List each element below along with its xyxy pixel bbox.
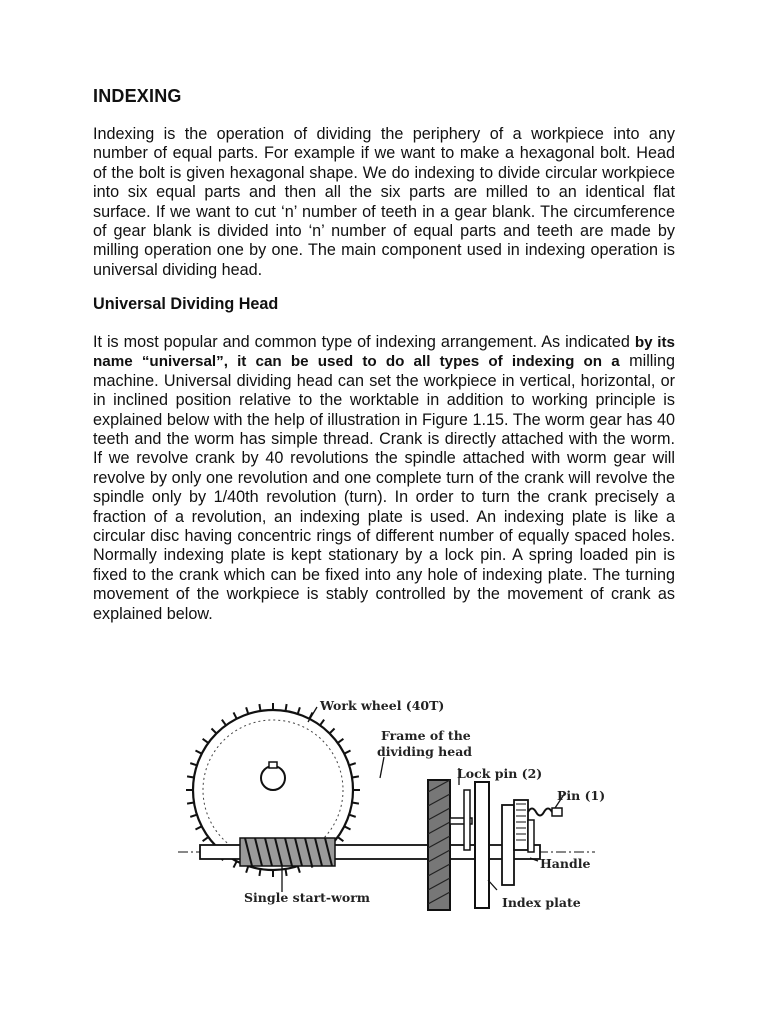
gear-tooth	[338, 739, 344, 743]
index-plate-label: Index plate	[502, 895, 581, 910]
dividing-head-diagram	[170, 680, 606, 920]
worm-label: Single start-worm	[244, 890, 371, 905]
gear-tooth	[195, 826, 201, 829]
section-rest: milling machine. Universal dividing head can set the workpiece in vertical, horizontal, or in inclined position relative to the worktable in addition to working principle is explained below with the help of illustration in Figure 1.15. The worm gear has 40 teeth and the worm has simple thread. Crank is directly attached with the worm. If we revolve crank by 40 revolutions the spindle attached with worm gear will revolve by only one revolution and one complete turn of the crank will revolve the spindle only by 1/40th revolution (turn). In order to turn the crank precisely a fraction of a revolution, an indexing plate is used. An indexing plate is like a circular disc having concentric rings of different number of equally spaced holes. Normally indexing plate is kept stationary by a lock pin. A spring loaded pin is fixed to the crank which can be fixed into any hole of indexing plate. The turning movement of the workpiece is stably controlled by the movement of crank as explained below.	[93, 352, 675, 623]
lock-pin-body	[464, 790, 470, 850]
section-title: Universal Dividing Head	[93, 295, 279, 313]
work-wheel-label: Work wheel (40T)	[320, 698, 445, 713]
gear-tooth	[349, 763, 356, 765]
section-line-2: by its name “universal”, it can be used to do all types of indexing on a	[93, 334, 675, 371]
gear-tooth	[259, 704, 260, 711]
gear-tooth	[234, 861, 237, 867]
gear-tooth	[195, 751, 201, 754]
gear-tooth	[234, 712, 237, 718]
worm-thread	[240, 838, 335, 866]
gear-tooth	[286, 869, 287, 876]
gear-tooth	[344, 826, 350, 829]
gear-tooth	[222, 720, 226, 726]
gear-tooth	[352, 776, 359, 777]
gear-tooth	[187, 803, 194, 804]
gear-tooth	[298, 707, 300, 714]
section-line-1: It is most popular and common type of indexing arrangement. As indicated	[93, 333, 630, 351]
gear-tooth	[187, 776, 194, 777]
gear-tooth	[211, 728, 216, 733]
gear-tooth	[246, 866, 248, 873]
handle-label: Handle	[540, 856, 591, 871]
dividing-head-figure	[170, 680, 606, 920]
gear-tooth	[298, 866, 300, 873]
index-plate	[475, 782, 489, 908]
gear-tooth	[246, 707, 248, 714]
page-title: INDEXING	[93, 86, 182, 106]
gear-tooth	[190, 815, 197, 817]
gear-tooth	[286, 704, 287, 711]
crank-handle	[502, 800, 534, 885]
frame-block	[428, 780, 450, 910]
gear-tooth	[338, 837, 344, 841]
pin-label: Pin (1)	[557, 788, 606, 803]
spring-pin	[528, 808, 562, 816]
gear-tooth	[190, 763, 197, 765]
gear-tooth	[203, 837, 209, 841]
gear-tooth	[203, 739, 209, 743]
lock-pin-label: Lock pin (2)	[457, 766, 543, 781]
gear-tooth	[352, 803, 359, 804]
frame-label-line2: dividing head	[377, 744, 473, 759]
gear-tooth	[259, 869, 260, 876]
frame-label-line1: Frame of the	[381, 728, 471, 743]
gear-tooth	[344, 751, 350, 754]
gear-tooth	[330, 728, 335, 733]
gear-tooth	[320, 720, 324, 726]
gear-tooth	[349, 815, 356, 817]
intro-paragraph: Indexing is the operation of dividing the periphery of a workpiece into any number of equal parts. For example if we want to make a hexagonal bolt. Head of the bolt is given hexagonal shape. We do indexing to divide circular workpiece into six equal parts and then all the six parts are milled to an identical flat surface. If we want to cut ‘n’ number of teeth in a gear blank. The circumference of gear blank is divided into ‘n’ number of equal parts and teeth are made by milling operation one by one. The main component used in indexing operation is universal dividing head.	[93, 125, 675, 279]
section-paragraph	[93, 333, 675, 624]
